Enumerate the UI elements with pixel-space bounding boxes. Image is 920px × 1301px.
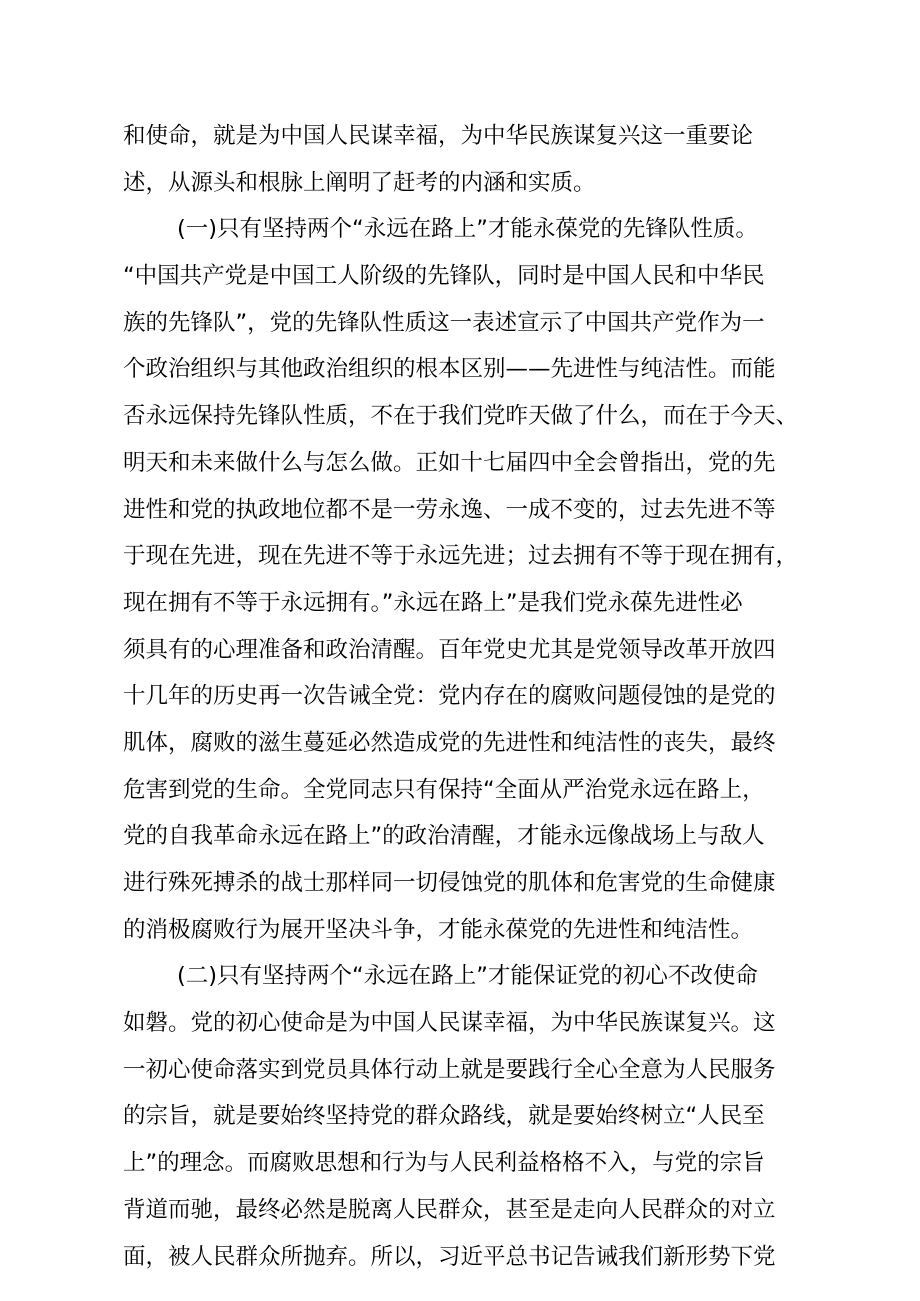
text-line: 危害到党的生命。全党同志只有保持“全面从严治党永远在路上， — [123, 776, 765, 803]
text-line: 党的自我革命永远在路上”的政治清醒，才能永远像战场上与敌人 — [123, 823, 765, 850]
text-line: 十几年的历史再一次告诫全党：党内存在的腐败问题侵蚀的是党的 — [123, 683, 776, 710]
text-line: (一)只有坚持两个“永远在路上”才能永葆党的先锋队性质。 — [177, 216, 758, 243]
text-line: 于现在先进，现在先进不等于永远先进；过去拥有不等于现在拥有， — [123, 543, 799, 570]
text-line: 的宗旨，就是要始终坚持党的群众路线，就是要始终树立“人民至 — [123, 1103, 765, 1130]
text-line: “中国共产党是中国工人阶级的先锋队，同时是中国人民和中华民 — [123, 263, 765, 290]
text-line: 进行殊死搏杀的战士那样同一切侵蚀党的肌体和危害党的生命健康 — [123, 870, 776, 896]
text-line: 现在拥有不等于永远拥有。”永远在路上”是我们党永葆先进性必 — [123, 589, 743, 616]
text-line: 和使命，就是为中国人民谋幸福，为中华民族谋复兴这一重要论 — [123, 123, 754, 149]
text-line: 否永远保持先锋队性质，不在于我们党昨天做了什么，而在于今天、 — [123, 403, 799, 430]
text-line: 如磐。党的初心使命是为中国人民谋幸福，为中华民族谋复兴。这 — [123, 1010, 776, 1037]
text-line: 明天和未来做什么与怎么做。正如十七届四中全会曾指出，党的先 — [123, 449, 776, 476]
text-line: 背道而驰，最终必然是脱离人民群众，甚至是走向人民群众的对立 — [123, 1196, 776, 1223]
text-line: 述，从源头和根脉上阐明了赶考的内涵和实质。 — [123, 169, 596, 196]
text-line: 一初心使命落实到党员具体行动上就是要践行全心全意为人民服务 — [123, 1056, 776, 1083]
text-line: 进性和党的执政地位都不是一劳永逸、一成不变的，过去先进不等 — [123, 496, 776, 523]
text-line: 面，被人民群众所抛弃。所以，习近平总书记告诫我们新形势下党 — [123, 1243, 776, 1270]
text-line: 个政治组织与其他政治组织的根本区别——先进性与纯洁性。而能 — [123, 356, 776, 383]
body-text — [123, 113, 803, 1280]
text-line: 族的先锋队”，党的先锋队性质这一表述宣示了中国共产党作为一 — [123, 309, 765, 336]
text-line: 上”的理念。而腐败思想和行为与人民利益格格不入，与党的宗旨 — [123, 1150, 765, 1177]
text-line: 须具有的心理准备和政治清醒。百年党史尤其是党领导改革开放四 — [123, 636, 776, 663]
text-line: 的消极腐败行为展开坚决斗争，才能永葆党的先进性和纯洁性。 — [123, 916, 754, 943]
text-line: (二)只有坚持两个“永远在路上”才能保证党的初心不改使命 — [177, 963, 758, 990]
text-line: 肌体，腐败的滋生蔓延必然造成党的先进性和纯洁性的丧失，最终 — [123, 729, 776, 756]
